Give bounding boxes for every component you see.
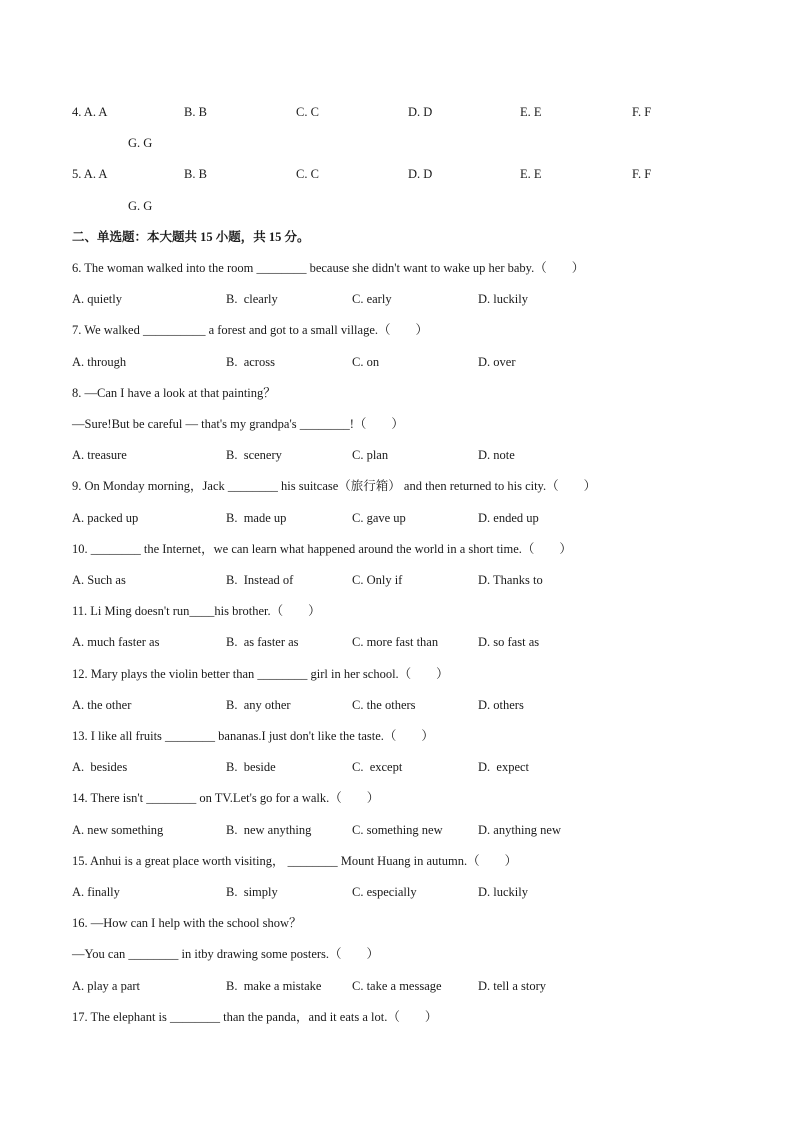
question-stem: —You can ________ in itby drawing some posters.（ ） [72,947,380,962]
answer-option: C. gave up [352,510,406,525]
section-title: 二、单选题：本大题共 15 小题，共 15 分。 [72,229,310,244]
question-stem: 9. On Monday morning，Jack ________ his suitcase（旅行箱） and then returned to his city.（ ） [72,479,597,494]
answer-option: B. as faster as [226,635,299,650]
answer-option: B. across [226,354,275,369]
answer-option: C. the others [352,697,416,712]
answer-option: D. luckily [478,292,528,307]
answer-option: C. except [352,760,403,775]
answer-option: A. finally [72,885,120,899]
answer-option: B. clearly [226,292,278,307]
answer-option: B. Instead of [226,573,294,587]
question-stem: 16. —How can I help with the school show？ [72,916,302,931]
question-stem: 15. Anhui is a great place worth visiting， ________ Mount Huang in autumn.（ ） [72,853,518,868]
answer-option: D. anything new [478,822,561,837]
matching-option: C. C [296,167,319,182]
answer-option: D. luckily [478,885,528,899]
answer-option: A. quietly [72,292,122,307]
answer-option: B. make a mistake [226,978,322,993]
answer-option: C. more fast than [352,635,439,650]
answer-option: D. Thanks to [478,573,543,587]
question-stem: 8. —Can I have a look at that painting？ [72,385,276,400]
answer-option: C. especially [352,885,417,899]
answer-option: B. simply [226,885,278,899]
matching-option: C. C [296,105,319,119]
answer-option: C. plan [352,448,389,463]
answer-option: D. expect [478,760,530,775]
answer-option: D. note [478,448,515,463]
matching-option: 5. A. A [72,167,108,182]
answer-option: D. tell a story [478,978,547,993]
matching-option: G. G [128,136,153,151]
answer-option: C. Only if [352,573,403,587]
matching-option: G. G [128,198,153,213]
answer-option: A. new something [72,822,164,837]
matching-option: 4. A. A [72,105,108,119]
matching-option: E. E [520,105,542,119]
answer-option: B. any other [226,697,291,712]
question-stem: 17. The elephant is ________ than the panda，and it eats a lot.（ ） [72,1009,438,1024]
matching-option: D. D [408,167,433,182]
matching-option: F. F [632,105,652,119]
answer-option: B. beside [226,760,276,775]
question-stem: —Sure!But be careful — that's my grandpa's ________!（ ） [72,417,404,431]
answer-option: D. others [478,697,524,712]
question-stem: 12. Mary plays the violin better than ________ girl in her school.（ ） [72,666,449,681]
matching-option: D. D [408,105,433,119]
answer-option: B. scenery [226,448,282,463]
question-stem: 13. I like all fruits ________ bananas.I just don't like the taste.（ ） [72,729,434,743]
answer-option: A. Such as [72,573,126,587]
answer-option: C. on [352,354,380,369]
matching-option: F. F [632,167,652,182]
question-stem: 7. We walked __________ a forest and got to a small village.（ ） [72,323,428,338]
answer-option: C. take a message [352,978,442,993]
answer-option: A. the other [72,697,132,712]
answer-option: A. much faster as [72,635,160,650]
answer-option: A. play a part [72,978,141,993]
answer-option: A. treasure [72,448,127,463]
question-stem: 14. There isn't ________ on TV.Let's go for a walk.（ ） [72,791,380,806]
matching-option: E. E [520,167,542,182]
answer-option: C. something new [352,822,443,837]
answer-option: A. besides [72,760,128,775]
question-stem: 10. ________ the Internet，we can learn what happened around the world in a short time.（ ） [72,541,572,556]
answer-option: A. through [72,354,127,369]
answer-option: D. over [478,354,516,369]
answer-option: D. so fast as [478,635,540,650]
matching-option: B. B [184,105,207,119]
answer-option: B. made up [226,510,287,525]
answer-option: B. new anything [226,822,312,837]
answer-option: A. packed up [72,510,139,525]
answer-option: C. early [352,292,392,307]
matching-option: B. B [184,167,207,182]
question-stem: 11. Li Ming doesn't run____his brother.（ ） [72,604,321,619]
answer-option: D. ended up [478,510,539,525]
question-stem: 6. The woman walked into the room ________ because she didn't want to wake up her baby.（ ） [72,261,585,275]
